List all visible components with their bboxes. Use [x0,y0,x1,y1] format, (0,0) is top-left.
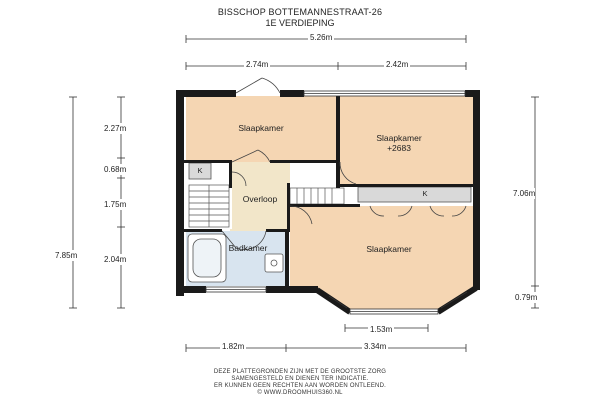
dim-left-1: 2.27m [104,124,127,133]
room-label-slaapkamer-1: Slaapkamer [238,123,284,133]
dim-right-bay: 0.79m [515,293,538,302]
dim-bottom-left: 1.82m [222,342,245,351]
floor-slaapkamer-3 [290,206,473,312]
dim-bay-width: 1.53m [370,325,393,334]
closet-label-2: K [422,189,428,198]
room-label-slaapkamer-3: Slaapkamer [366,244,412,254]
room-code-slaapkamer-2: +2683 [387,143,411,153]
dim-left-3: 1.75m [104,200,127,209]
room-label-overloop: Overloop [242,194,278,204]
room-label-badkamer: Badkamer [228,243,268,253]
disclaimer-line-4: © WWW.DROOMHUIS360.NL [257,390,343,396]
disclaimer-line-3: ER KUNNEN GEEN RECHTEN AAN WORDEN ONTLEEND. [214,383,386,389]
bathtub-basin [193,239,221,277]
dim-right-total: 7.06m [513,189,536,198]
disclaimer-line-2: SAMENGESTELD EN DIENEN TER INDICATIE. [231,376,369,382]
floor-label: 1E VERDIEPING [265,18,335,28]
dim-left-total: 7.85m [55,251,78,260]
sink-drain [271,260,277,266]
dim-left-4: 2.04m [104,255,127,264]
dim-bottom-right: 3.34m [364,342,387,351]
dim-top-total: 5.26m [310,33,333,42]
dim-left-2: 0.68m [104,165,127,174]
dim-top-right: 2.42m [386,60,409,69]
room-label-slaapkamer-2: Slaapkamer [376,133,422,143]
closet-label-1: K [197,166,203,175]
floorplan-address: BISSCHOP BOTTEMANNESTRAAT-26 [217,7,383,17]
dim-top-left: 2.74m [246,60,269,69]
disclaimer-line-1: DEZE PLATTEGRONDEN ZIJN MET DE GROOTSTE ZORG [213,369,387,375]
